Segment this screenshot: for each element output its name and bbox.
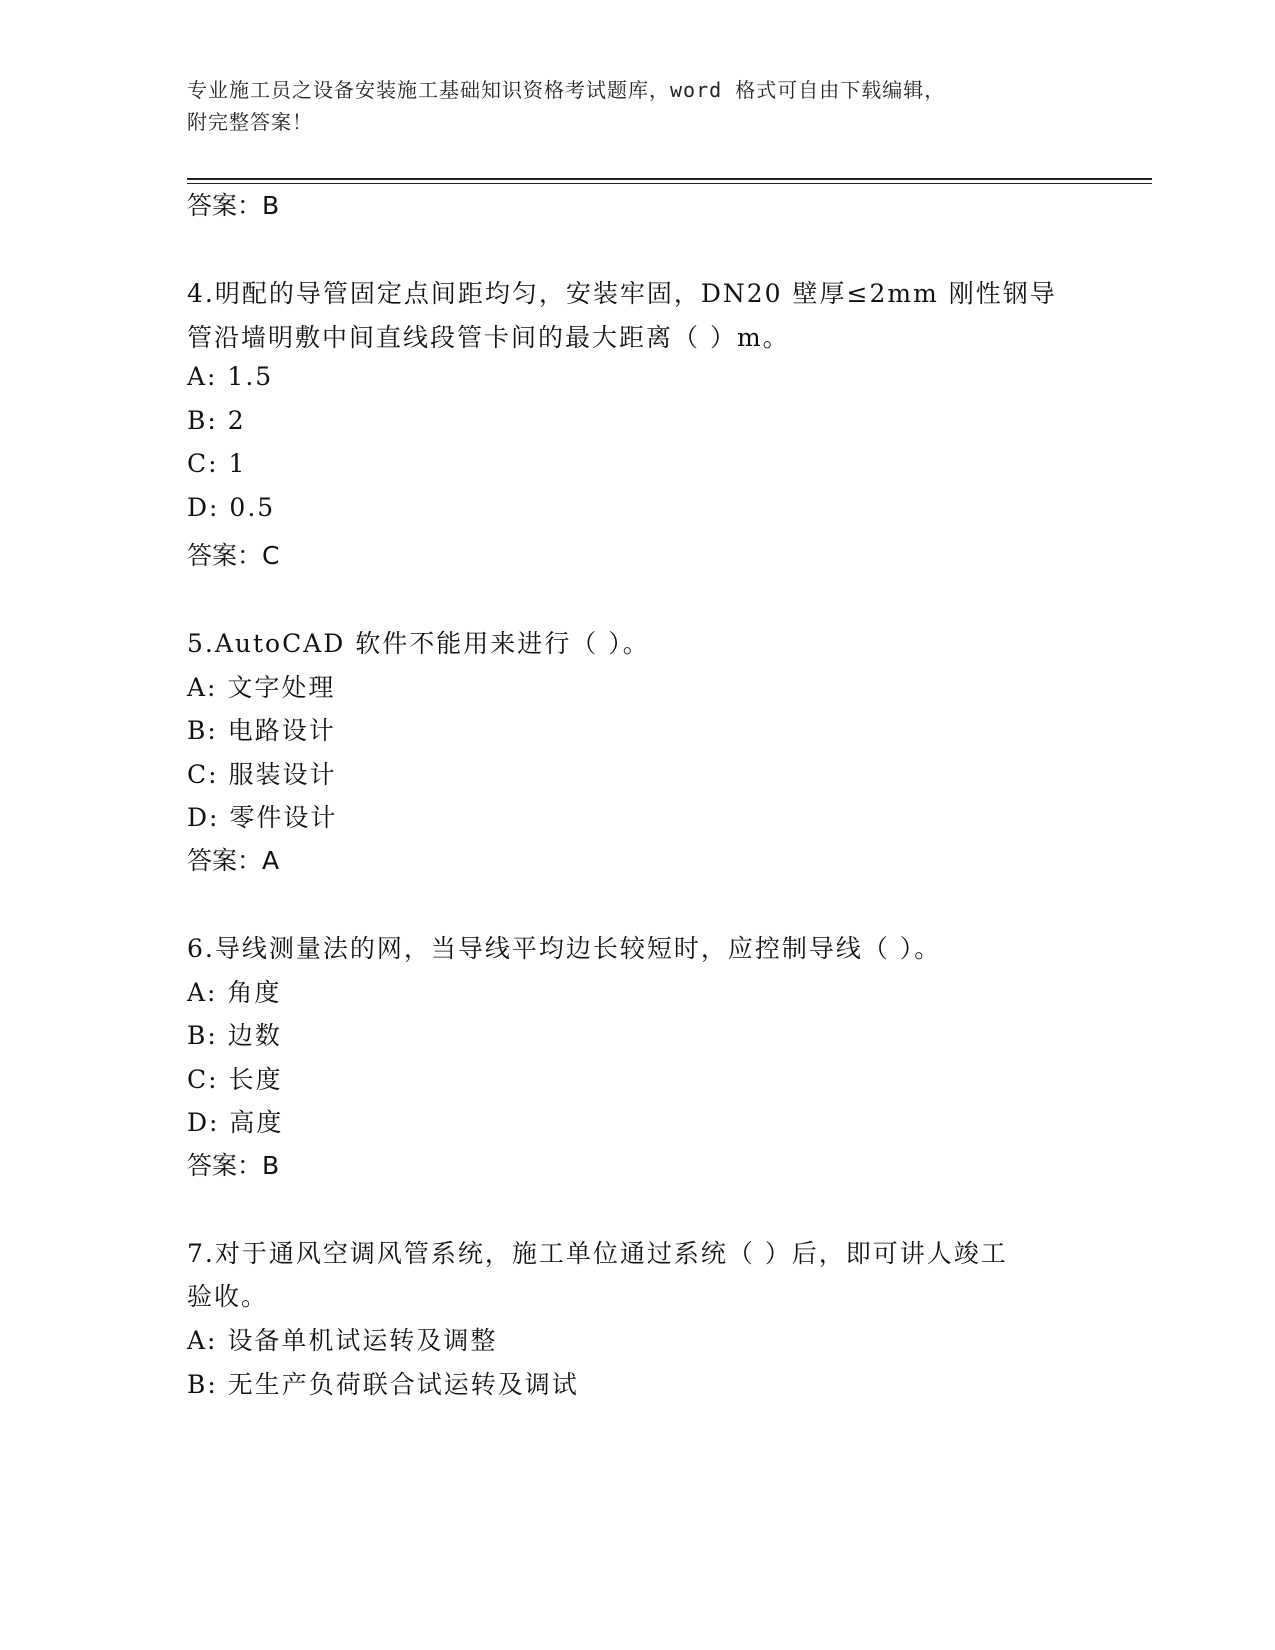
question-4-option-d: D: 0.5 [187,493,276,522]
question-5-option-a: A: 文字处理 [187,673,336,702]
question-6-option-c: C: 长度 [187,1065,283,1094]
question-6-option-a: A: 角度 [187,978,282,1007]
header-divider-thick [187,178,1152,180]
question-4-option-c: C: 1 [187,449,247,478]
previous-answer: 答案：B [187,191,280,220]
question-6-answer: 答案：B [187,1151,280,1180]
header-line-2: 附完整答案！ [187,110,313,134]
question-5-option-b: B: 电路设计 [187,716,336,745]
question-4-stem-line-1: 4.明配的导管固定点间距均匀，安装牢固，DN20 壁厚≤2mm 刚性钢导 [187,279,1057,308]
question-7-option-b: B: 无生产负荷联合试运转及调试 [187,1370,579,1399]
document-header [187,74,1067,138]
header-divider-thin [187,183,1152,184]
question-7-stem-line-1: 7.对于通风空调风管系统，施工单位通过系统（ ）后，即可讲人竣工 [187,1239,1008,1268]
question-4-option-a: A: 1.5 [187,362,274,391]
question-6-option-d: D: 高度 [187,1108,284,1137]
question-6-option-b: B: 边数 [187,1021,282,1050]
question-5-option-d: D: 零件设计 [187,803,338,832]
question-6-stem-line-1: 6.导线测量法的网，当导线平均边长较短时，应控制导线（ ）。 [187,934,942,963]
question-4-option-b: B: 2 [187,406,246,435]
question-7-stem-line-2: 验收。 [187,1282,269,1311]
question-5-option-c: C: 服装设计 [187,760,337,789]
question-7-option-a: A: 设备单机试运转及调整 [187,1326,498,1355]
question-5-answer: 答案：A [187,846,280,875]
question-4-answer: 答案：C [187,541,280,570]
header-line-1: 专业施工员之设备安装施工基础知识资格考试题库，word 格式可自由下载编辑， [187,78,946,102]
question-4-stem-line-2: 管沿墙明敷中间直线段管卡间的最大距离（ ）m。 [187,323,790,352]
question-5-stem-line-1: 5.AutoCAD 软件不能用来进行（ ）。 [187,629,650,658]
